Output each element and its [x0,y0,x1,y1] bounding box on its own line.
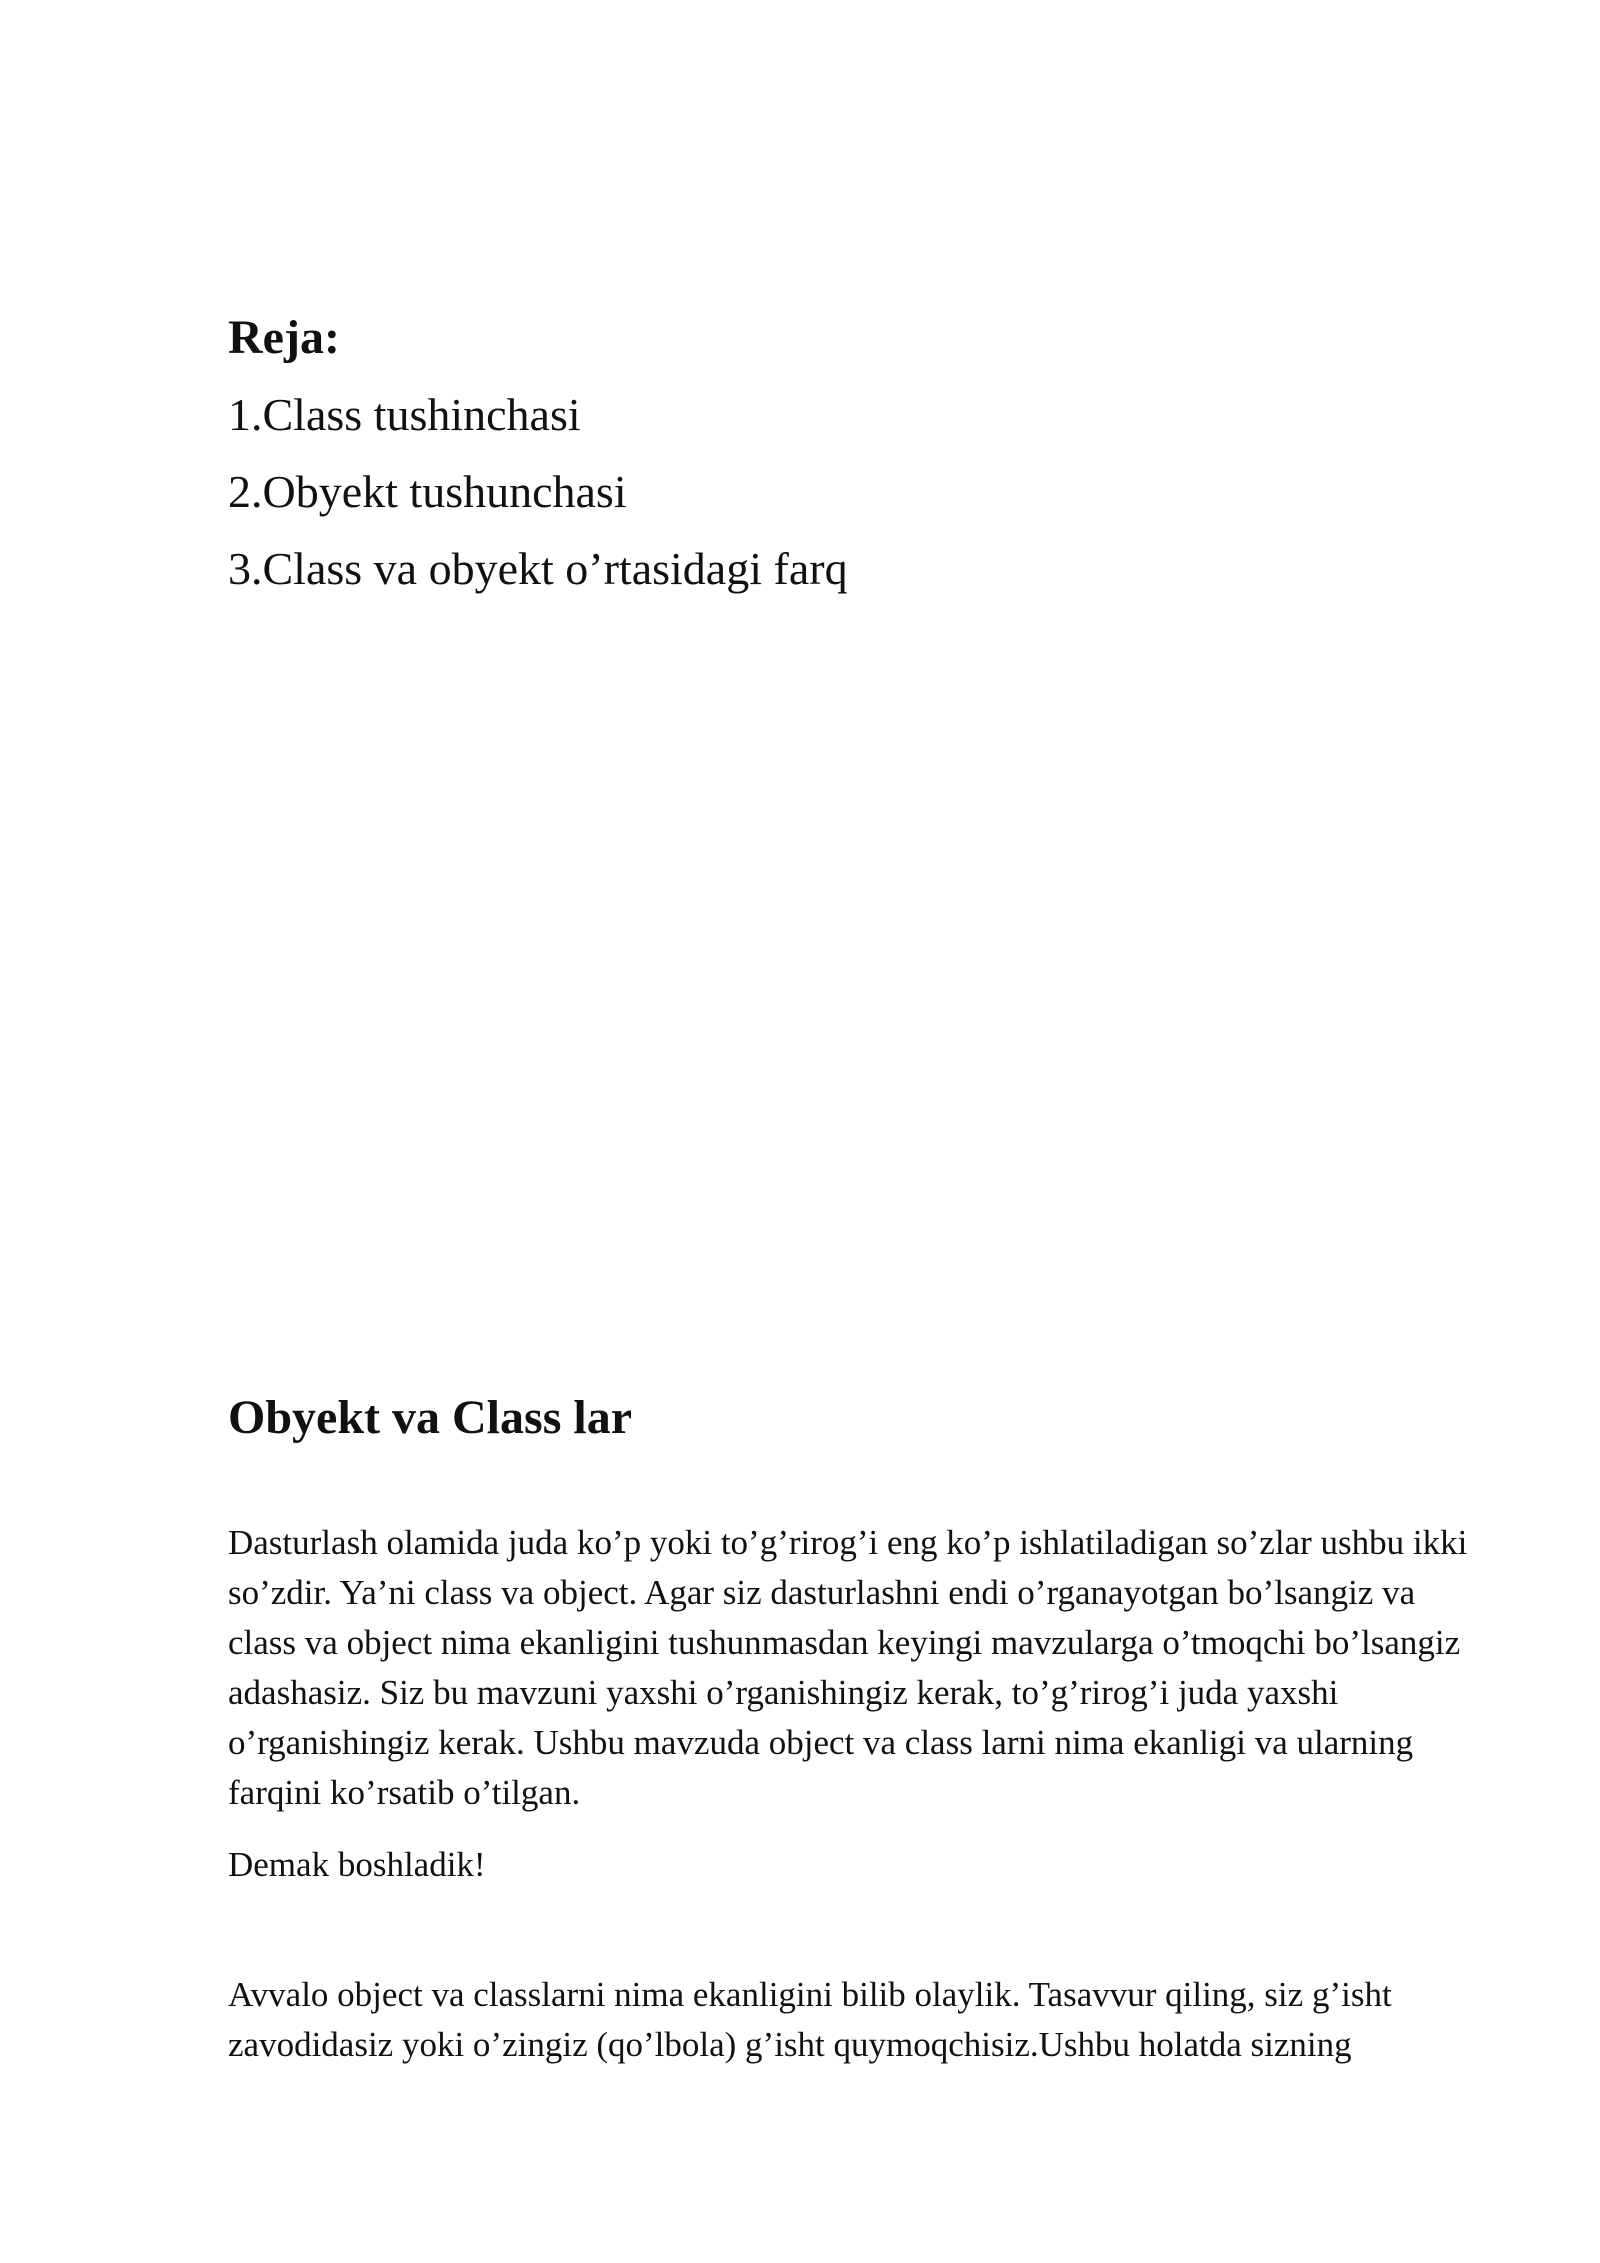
intro-paragraph: Dasturlash olamida juda ko’p yoki to’g’rirog’i eng ko’p ishlatiladigan so’zlar ushbu ikki so’zdir. Ya’ni class va object. Agar siz dasturlashni endi o’rganayotgan bo’lsangiz va class va object nima ekanligini tushunmasdan keyingi mavzularga o’tmoqchi bo’lsangiz adashasiz. Siz bu mavzuni yaxshi o’rganishingiz kerak, to’g’rirog’i juda yaxshi o’rganishingiz kerak. Ushbu mavzuda object va class larni nima ekanligi va ularning farqini ko’rsatib o’tilgan. [228,1523,1468,1812]
plan-item-class: 1.Class tushinchasi [228,389,581,440]
explanation-paragraph: Avvalo object va classlarni nima ekanligini bilib olaylik. Tasavvur qiling, siz g’isht zavodidasiz yoki o’zingiz (qo’lbola) g’isht quymoqchisiz.Ushbu holatda sizning [228,1975,1392,2064]
section-title: Obyekt va Class lar [228,1391,633,1444]
plan-section [228,300,1428,607]
plan-item-difference: 3.Class va obyekt o’rtasidagi farq [228,543,848,594]
content-section [228,1382,1488,2070]
start-paragraph: Demak boshladik! [228,1845,486,1884]
plan-item-object: 2.Obyekt tushunchasi [228,466,627,517]
plan-list [228,376,1428,607]
plan-title: Reja: [228,311,340,364]
